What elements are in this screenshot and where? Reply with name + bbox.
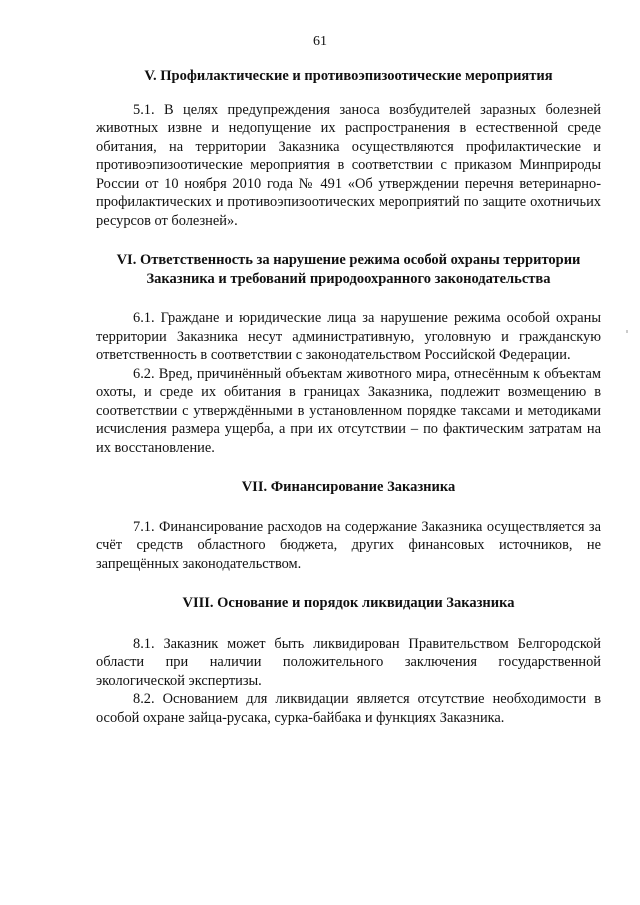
paragraph-8-2: 8.2. Основанием для ликвидации является отсутствие необходимости в особой охране зайца-русака, сурка-байбака и функциях Заказника. [96,691,601,726]
section-6-title [96,251,601,288]
section-6-title-line-2: Заказника и требований природоохранного законодательства [146,270,551,287]
page-number: 61 [313,34,327,49]
paragraph-5-1: 5.1. В целях предупреждения заноса возбудителей заразных болезней животных извне и недопущение их распространения в естественной среде обитания, на территории Заказника осуществляются профилактические и противоэпизоотические мероприятия в соответствии с приказом Минприроды России от 10 ноября 2010 года № 491 «Об утверждении перечня ветеринарно-профилактических и противоэпизоотических мероприятий по защите охотничьих ресурсов от болезней». [96,101,601,229]
section-8-title [96,594,601,613]
paragraph-8-1: 8.1. Заказник может быть ликвидирован Правительством Белгородской области при наличии положительного заключения государственной экологической экспертизы. [96,635,601,689]
section-7-title-line: VII. Финансирование Заказника [241,479,456,495]
paragraph-6-1: 6.1. Граждане и юридические лица за нарушение режима особой охраны территории Заказника несут административную, уголовную и гражданскую ответственность в соответствии с законодательством Российской Федерации. [96,310,601,363]
section-6-title-line-1: VI. Ответственность за нарушение режима особой охраны территории [116,252,581,268]
section-7-title [96,478,601,497]
scan-speck [626,330,628,333]
section-5-title [96,67,601,86]
document-body [96,64,601,727]
paragraph-7-1: 7.1. Финансирование расходов на содержание Заказника осуществляется за счёт средств областного бюджета, других финансовых источников, не запрещённых законодательством. [96,518,601,572]
paragraph-6-2: 6.2. Вред, причинённый объектам животного мира, отнесённым к объектам охоты, и среде их обитания в границах Заказника, подлежит возмещению в соответствии с утверждёнными в установленном порядке таксами и методиками исчисления размера ущерба, а при их отсутствии – по фактическим затратам на их восстановление. [96,365,601,456]
section-5-title-line: V. Профилактические и противоэпизоотические мероприятия [144,68,553,84]
section-8-title-line: VIII. Основание и порядок ликвидации Заказника [182,595,515,611]
